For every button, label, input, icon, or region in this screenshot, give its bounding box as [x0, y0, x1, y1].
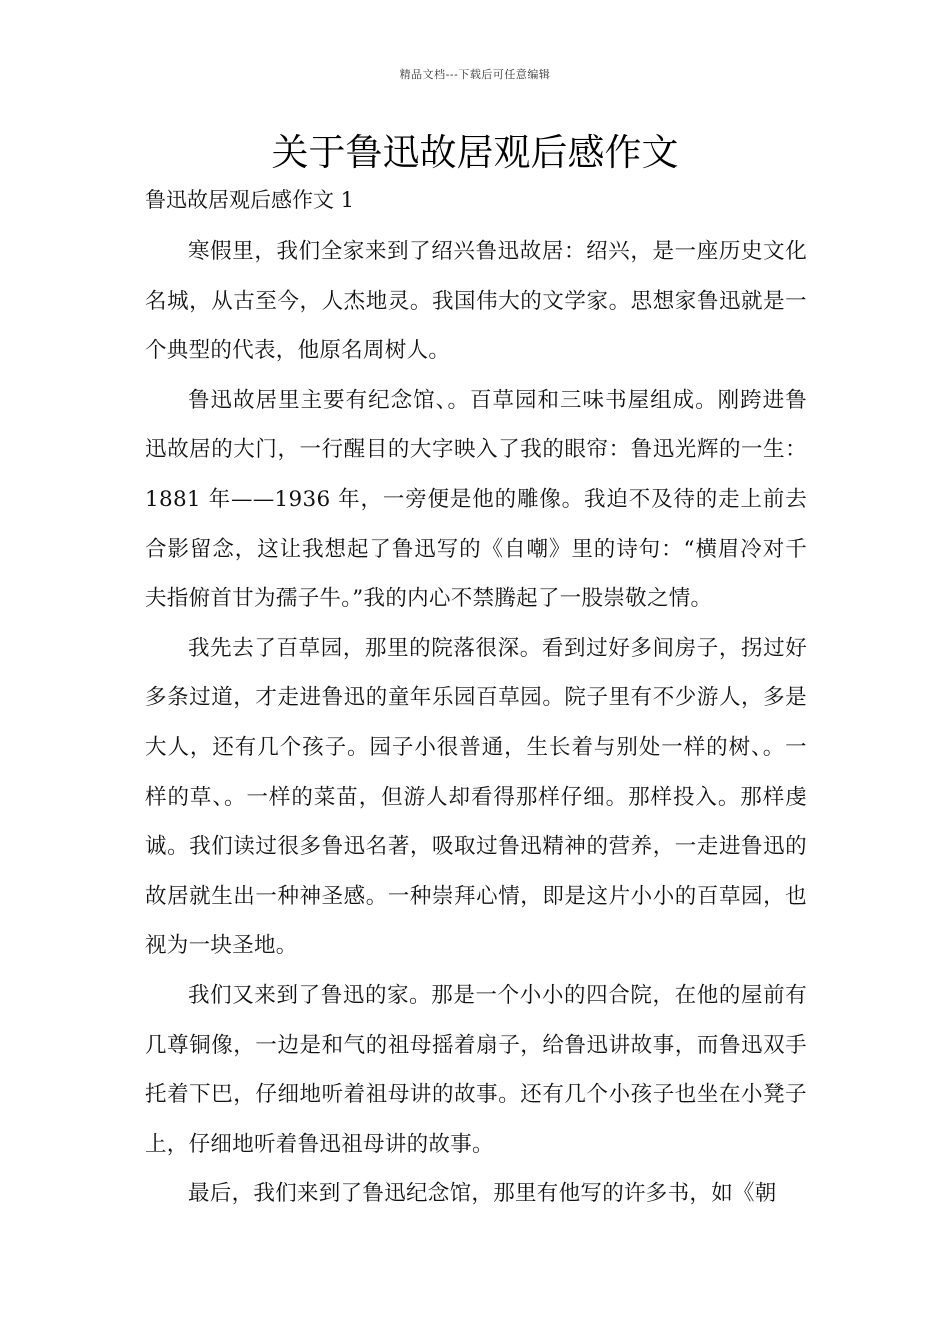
paragraph-5: 最后，我们来到了鲁迅纪念馆，那里有他写的许多书，如《朝 — [188, 1181, 777, 1207]
paragraph-4: 我们又来到了鲁迅的家。那是一个小小的四合院，在他的屋前有几尊铜像，一边是和气的祖母摇着扇子，给鲁迅讲故事，而鲁迅双手托着下巴，仔细地听着祖母讲的故事。还有几个小孩子也坐在小凳子上，仔细地听着鲁迅祖母讲的故事。 — [145, 982, 807, 1157]
paragraph-1: 寒假里，我们全家来到了绍兴鲁迅故居：绍兴，是一座历史文化名城，从古至今，人杰地灵。我国伟大的文学家。思想家鲁迅就是一个典型的代表，他原名周树人。 — [145, 239, 807, 364]
document-body — [145, 227, 807, 1219]
header-note: 精品文档---下载后可任意编辑 — [399, 68, 551, 81]
document-subtitle: 鲁迅故居观后感作文 1 — [145, 188, 355, 212]
paragraph-3: 我先去了百草园，那里的院落很深。看到过好多间房子，拐过好多条过道，才走进鲁迅的童年乐园百草园。院子里有不少游人，多是大人，还有几个孩子。园子小很普通，生长着与别处一样的树、。一样的草、。一样的菜苗，但游人却看得那样仔细。那样投入。那样虔诚。我们读过很多鲁迅名著，吸取过鲁迅精神的营养，一走进鲁迅的故居就生出一种神圣感。一种崇拜心情，即是这片小小的百草园，也视为一块圣地。 — [145, 635, 807, 959]
document-title: 关于鲁迅故居观后感作文 — [271, 131, 679, 174]
paragraph-2: 鲁迅故居里主要有纪念馆、。百草园和三味书屋组成。刚跨进鲁迅故居的大门，一行醒目的大字映入了我的眼帘：鲁迅光辉的一生：1881 年——1936 年，一旁便是他的雕像。我迫不及待的走上前去合影留念，这让我想起了鲁迅写的《自嘲》里的诗句：“横眉冷对千夫指俯首甘为孺子牛。”我的内心不禁腾起了一股崇敬之情。 — [145, 387, 807, 612]
